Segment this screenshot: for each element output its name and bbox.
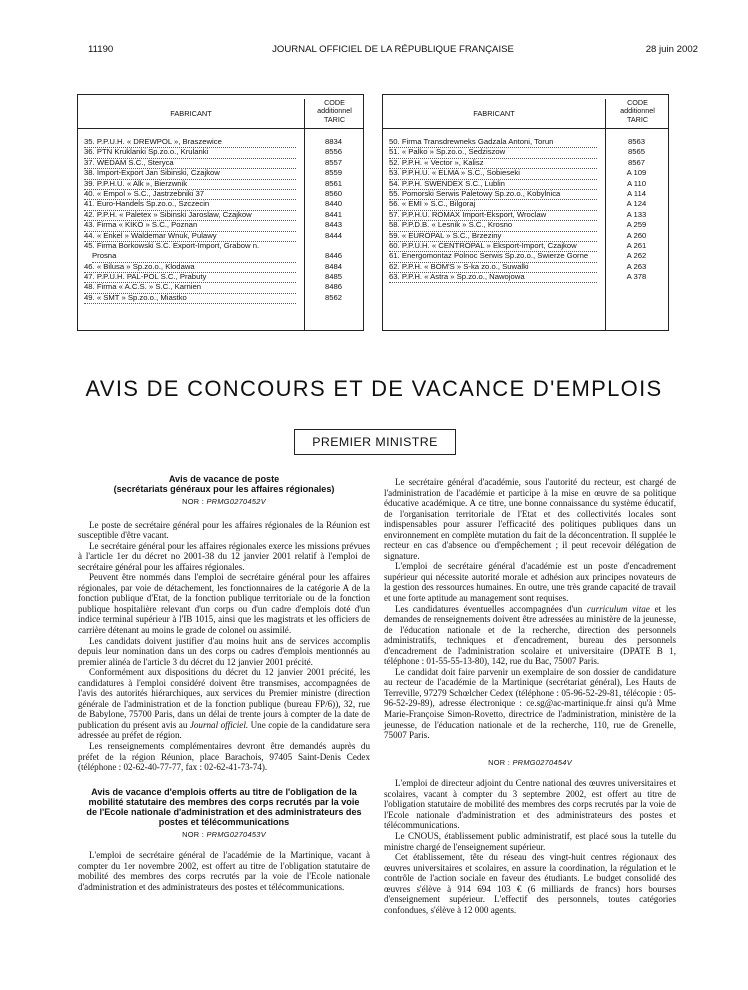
nor-label: NOR :	[488, 757, 513, 767]
table-row	[78, 262, 363, 272]
taric-code: A 262	[626, 251, 647, 261]
taric-code: A 261	[626, 240, 647, 250]
column-header-fabricant: FABRICANT	[473, 109, 515, 118]
avis2-nor	[78, 830, 370, 841]
paragraph: L'emploi de secrétaire général d'académie est un poste d'encadrement supérieur qui nécessite autorité morale et adhésion aux principes novateurs de la gestion des ressources humaines. En outre, une très grande capacité de travail et une forte aptitude au management sont requises.	[384, 561, 676, 604]
table-row	[383, 147, 668, 157]
table-row	[383, 179, 668, 189]
taric-code: A 378	[626, 272, 647, 282]
taric-code: 8444	[324, 230, 343, 240]
journal-title: JOURNAL OFFICIEL DE LA RÉPUBLIQUE FRANÇAISE	[272, 44, 514, 55]
manufacturer-table-left	[77, 94, 364, 331]
page-header	[88, 44, 698, 58]
paragraph: L'emploi de directeur adjoint du Centre national des œuvres universitaires et scolaires, vacant à compter du 3 septembre 2002, est offert au titre de l'obligation statutaire de mobilité des membres des corps recrutés par la voie de l'Ecole nationale d'administration et des administrateurs des postes et télécommunications.	[384, 778, 676, 831]
column-header-code	[605, 99, 669, 128]
manufacturer-name-text: 54. P.P.H. SWENDEX S.C., Lublin	[389, 179, 597, 190]
table-row	[78, 293, 363, 303]
avis3-nor	[384, 758, 676, 769]
manufacturer-name-text: 61. Energomontaz Polnoc Serwis Sp.zo.o., Swierze Gorne	[389, 251, 597, 262]
column-header-fabricant: FABRICANT	[170, 109, 212, 118]
manufacturer-name-text: 48. Firma « A.C.S. » S.C., Karnien	[84, 282, 296, 293]
manufacturer-name-text: 42. P.P.H. « Paletex » Sibinski Jaroslaw, Czajkow	[84, 210, 296, 221]
nor-code: PRMG0270454V	[512, 757, 572, 767]
table-row	[383, 272, 668, 282]
manufacturer-name-text: 63. P.P.H. « Astra » Sp.zo.o., Nawojowa	[389, 272, 597, 283]
table-row	[78, 137, 363, 147]
manufacturer-name-text: 60. P.P.U.H. « CENTROPAL » Eksport-Import, Czajkow	[389, 241, 597, 252]
taric-code: A 124	[626, 199, 647, 209]
manufacturer-name-text: 46. « Bilusa » Sp.zo.o., Klodawa	[84, 262, 296, 273]
taric-code: 8557	[324, 157, 343, 167]
issue-date: 28 juin 2002	[645, 44, 698, 55]
taric-code: 8562	[324, 292, 343, 302]
manufacturer-name	[389, 272, 597, 283]
table-row	[78, 272, 363, 282]
table-row	[383, 251, 668, 261]
table-body	[78, 129, 363, 307]
table-row	[383, 189, 668, 199]
manufacturer-name-text: 62. P.P.H. « BOM'S » S-ka zo.o., Suwalki	[389, 262, 597, 273]
avis1-title: Avis de vacance de poste	[168, 474, 280, 484]
avis1-subtitle: (secrétariats généraux pour les affaires régionales)	[113, 484, 335, 494]
paragraph: Le secrétaire général pour les affaires régionales exerce les missions prévues à l'article 1er du décret no 2001-38 du 12 janvier 2001 relatif à l'emploi de secrétaire général pour les affaires régionales.	[78, 540, 370, 572]
manufacturer-name-text: 55. Pomorski Serwis Paletowy Sp.zo.o., Kobylnica	[389, 189, 597, 200]
table-row	[78, 147, 363, 157]
manufacturer-name-text: 59. « EUROPAL » S.C., Brzeziny	[389, 231, 597, 242]
manufacturer-name-text: 49. « SMT » Sp.zo.o., Miastko	[84, 293, 296, 304]
table-row	[78, 241, 363, 251]
paragraph	[384, 604, 676, 667]
column-header-code	[304, 99, 364, 128]
manufacturer-name-text: 41. Euro-Handels Sp.zo.o., Szczecin	[84, 199, 296, 210]
manufacturer-name-text: 56. « EMI » S.C., Bilgoraj	[389, 199, 597, 210]
taric-code: 8443	[324, 220, 343, 230]
table-row	[78, 251, 363, 261]
table-row	[383, 158, 668, 168]
taric-code: 8567	[627, 157, 646, 167]
code-header-line: additionnel	[620, 106, 655, 116]
manufacturer-name-text: 43. Firma « KIKO » S.C., Poznan	[84, 220, 296, 231]
taric-code: 8560	[324, 188, 343, 198]
manufacturer-name-text: 47. P.P.U.H. PAL-POL S.C., Prabuty	[84, 272, 296, 283]
table-row	[383, 210, 668, 220]
left-column	[78, 474, 370, 892]
paragraph: Le poste de secrétaire général pour les affaires régionales de la Réunion est susceptible d'être vacant.	[78, 519, 370, 541]
manufacturer-name	[84, 293, 296, 304]
taric-code: 8559	[324, 168, 343, 178]
manufacturer-name-text: 57. P.P.H.U. ROMAX Import-Eksport, Wroclaw	[389, 210, 597, 221]
taric-code: 8485	[324, 272, 343, 282]
paragraph: Le candidat doit faire parvenir un exemplaire de son dossier de candidature au recteur de l'académie de la Martinique (secrétariat général), Les Hauts de Terreville, 97279 Schœlcher Cedex (téléphone : 05-96-52-29-81, télécopie : 05-96-52-29-89), adresse électronique : ce.sg@ac-martinique.fr ainsi qu'à Mme Marie-Françoise Simon-Rovetto, directrice de l'administration, ministère de la jeunesse, de l'éducation nationale et de la recherche, 110, rue de Grenelle, 75007 Paris.	[384, 666, 676, 741]
text-span: Conformément aux dispositions du décret du 12 janvier 2001 précité, les candidatures à l'emploi considéré doivent être transmises, accompagnées de l'avis des autorités hiérarchiques, aux services du Premier ministre (direction générale de l'administration et de la fonction publique (bureau FP/6)), 32, rue de Babylone, 75700 Paris, dans un délai de trente jours à compter de la date de publication du présent avis au	[78, 667, 370, 730]
paragraph: Le CNOUS, établissement public administratif, est placé sous la tutelle du ministre chargé de l'enseignement supérieur.	[384, 830, 676, 852]
taric-code: A 263	[626, 261, 647, 271]
paragraph: L'emploi de secrétaire général de l'académie de la Martinique, vacant à compter du 1er novembre 2002, est offert au titre de l'obligation statutaire de mobilité des membres des corps recrutés par la voie de l'Ecole nationale d'administration et des administrateurs des postes et télécommunications.	[78, 850, 370, 892]
manufacturer-name-text: 45. Firma Borkowski S.C. Export-Import, Grabow n.	[84, 240, 260, 250]
table-row	[78, 199, 363, 209]
manufacturer-table-right	[382, 94, 669, 331]
taric-code: 8484	[324, 261, 343, 271]
manufacturer-name-text: 44. « Enkel » Waldemar Wnuk, Pulawy	[84, 231, 296, 242]
manufacturer-name-text: 40. « Empol » S.C., Jastrzebniki 37	[84, 189, 296, 200]
nor-label: NOR :	[182, 497, 207, 506]
code-header-line: CODE	[324, 98, 345, 107]
nor-code: PRMG0270452V	[206, 497, 266, 506]
table-header	[383, 95, 668, 129]
taric-code: A 259	[626, 220, 647, 230]
paragraph	[78, 667, 370, 741]
taric-code: 8563	[627, 137, 646, 146]
table-row	[383, 199, 668, 209]
taric-code: 8834	[324, 137, 343, 146]
nor-code: PRMG0270453V	[206, 829, 266, 839]
table-row	[383, 231, 668, 241]
taric-code: 8556	[324, 147, 343, 157]
page-number: 11190	[88, 44, 114, 55]
manufacturer-name-text: 35. P.P.U.H. « DREWPOL », Braszewice	[84, 137, 296, 148]
taric-code: A 110	[626, 178, 647, 188]
text-span: Une copie de la candidature sera adressée au préfet de région.	[78, 719, 370, 741]
taric-code: A 260	[626, 230, 647, 240]
manufacturer-name-text: 38. Import-Export Jan Sibinski, Czajkow	[84, 168, 296, 179]
journal-officiel-italic: Journal officiel.	[189, 719, 249, 730]
manufacturer-name-text: 58. P.P.D.B. « Lesnik » S.C., Krosno	[389, 220, 597, 231]
nor-label: NOR :	[182, 829, 207, 839]
table-body	[383, 129, 668, 286]
text-span: et les demandes de renseignements doivent être adressées au ministère de la jeunesse, de l'éducation nationale et de la recherche, direction des personnels administratifs, techniques et d'encadrement, bureau des personnels d'encadrement de l'administration scolaire et universitaire (DPATE B 1, téléphone : 01-55-55-13-80), 142, rue du Bac, 75007 Paris.	[384, 603, 676, 667]
ministry-box: PREMIER MINISTRE	[294, 429, 456, 455]
manufacturer-name-text: 36. PTN Kruklanki Sp.zo.o., Krulanki	[84, 147, 296, 158]
table-header	[78, 95, 363, 129]
paragraph: Cet établissement, tête du réseau des vingt-huit centres régionaux des œuvres universitaires et scolaires, en assure la coordination, la régulation et le contrôle de l'action sociale en faveur des étudiants. Le budget consolidé des œuvres s'élève à 914 694 103 € (6 milliards de francs) hors bourses d'enseignement supérieur. L'effectif des personnels, toutes catégories confondues, s'élève à 12 000 agents.	[384, 852, 676, 915]
table-row	[383, 220, 668, 230]
taric-code: A 133	[626, 209, 647, 219]
manufacturer-name-text: Prosna	[92, 251, 296, 262]
table-row	[78, 282, 363, 292]
table-row	[78, 158, 363, 168]
taric-code: A 109	[626, 168, 647, 178]
avis1-nor	[78, 497, 370, 508]
taric-code: 8565	[627, 147, 646, 157]
code-header-line: TARIC	[626, 114, 649, 124]
section-title: AVIS DE CONCOURS ET DE VACANCE D'EMPLOIS	[85, 376, 663, 401]
manufacturer-name-text: 53. P.P.H.U. « ELMA » S.C., Sobieseki	[389, 168, 597, 179]
curriculum-vitae-italic: curriculum vitae	[587, 603, 650, 614]
table-row	[78, 220, 363, 230]
table-row	[78, 231, 363, 241]
taric-code: 8440	[324, 199, 343, 209]
table-row	[78, 168, 363, 178]
paragraph: Peuvent être nommés dans l'emploi de secrétaire général pour les affaires régionales, par voie de détachement, les fonctionnaires de la catégorie A de la fonction publique d'Etat, de la fonction publique territoriale ou de la fonction publique hospitalière relevant d'un corps ou d'un cadre d'emplois doté d'un indice terminal supérieur à l'IB 1015, ainsi que les magistrats et les officiers de carrière détenant au moins le grade de colonel ou assimilé.	[78, 572, 370, 636]
paragraph: Les renseignements complémentaires devront être demandés auprès du préfet de la région Réunion, place Barachois, 97405 Saint-Denis Cedex (téléphone : 02-62-40-77-77, fax : 02-62-41-73-74).	[78, 741, 370, 773]
code-header-line: additionnel	[317, 106, 352, 116]
table-row	[383, 137, 668, 147]
table-row	[383, 262, 668, 272]
table-row	[383, 241, 668, 251]
manufacturer-name-text: 50. Firma Transdrewneks Gadzala Antoni, Torun	[389, 137, 597, 148]
code-header-line: TARIC	[323, 114, 346, 124]
taric-code: 8446	[324, 251, 343, 261]
manufacturer-name-text: 51. « Palko » Sp.zo.o., Sedziszow	[389, 147, 597, 158]
table-row	[78, 189, 363, 199]
manufacturer-name	[84, 241, 296, 251]
taric-code: A 114	[626, 188, 647, 198]
taric-code: 8486	[324, 282, 343, 292]
manufacturer-name-text: 39. P.P.H.U. « Alk », Bierzwnik	[84, 179, 296, 190]
paragraph: Les candidats doivent justifier d'au moins huit ans de services accomplis depuis leur nomination dans un des corps ou cadres d'emplois mentionnés au premier alinéa de l'article 3 du décret du 12 janvier 2001 précité.	[78, 635, 370, 667]
table-row	[78, 179, 363, 189]
text-span: Les candidatures éventuelles accompagnées d'un	[395, 603, 588, 614]
manufacturer-name-text: 37. WEDAM S.C., Steryca	[84, 158, 296, 169]
code-header-line: CODE	[627, 98, 648, 107]
taric-code: 8561	[324, 178, 343, 188]
table-row	[383, 168, 668, 178]
right-column	[384, 477, 676, 915]
avis2-title: Avis de vacance d'emplois offerts au titre de l'obligation de la mobilité statutaire des membres des corps recrutés par la voie de l'Ecole nationale d'administration et des administrateurs des postes et télécommunications	[86, 786, 362, 827]
paragraph: Le secrétaire général d'académie, sous l'autorité du recteur, est chargé de l'administration de l'académie et participe à la mise en œuvre de sa politique éducative académique. A ce titre, une bonne connaissance du système éducatif, de l'organisation territoriale de l'Etat et des collectivités locales sont indispensables pour assurer l'efficacité des politiques publiques dans un environnement en complète mutation du fait de la déconcentration. Il supplée le recteur en cas d'absence ou d'empêchement ; il peut recevoir délégation de signature.	[384, 477, 676, 561]
table-row	[78, 210, 363, 220]
manufacturer-name-text: 52. P.P.H. « Vector », Kalisz	[389, 158, 597, 169]
taric-code: 8441	[324, 209, 343, 219]
